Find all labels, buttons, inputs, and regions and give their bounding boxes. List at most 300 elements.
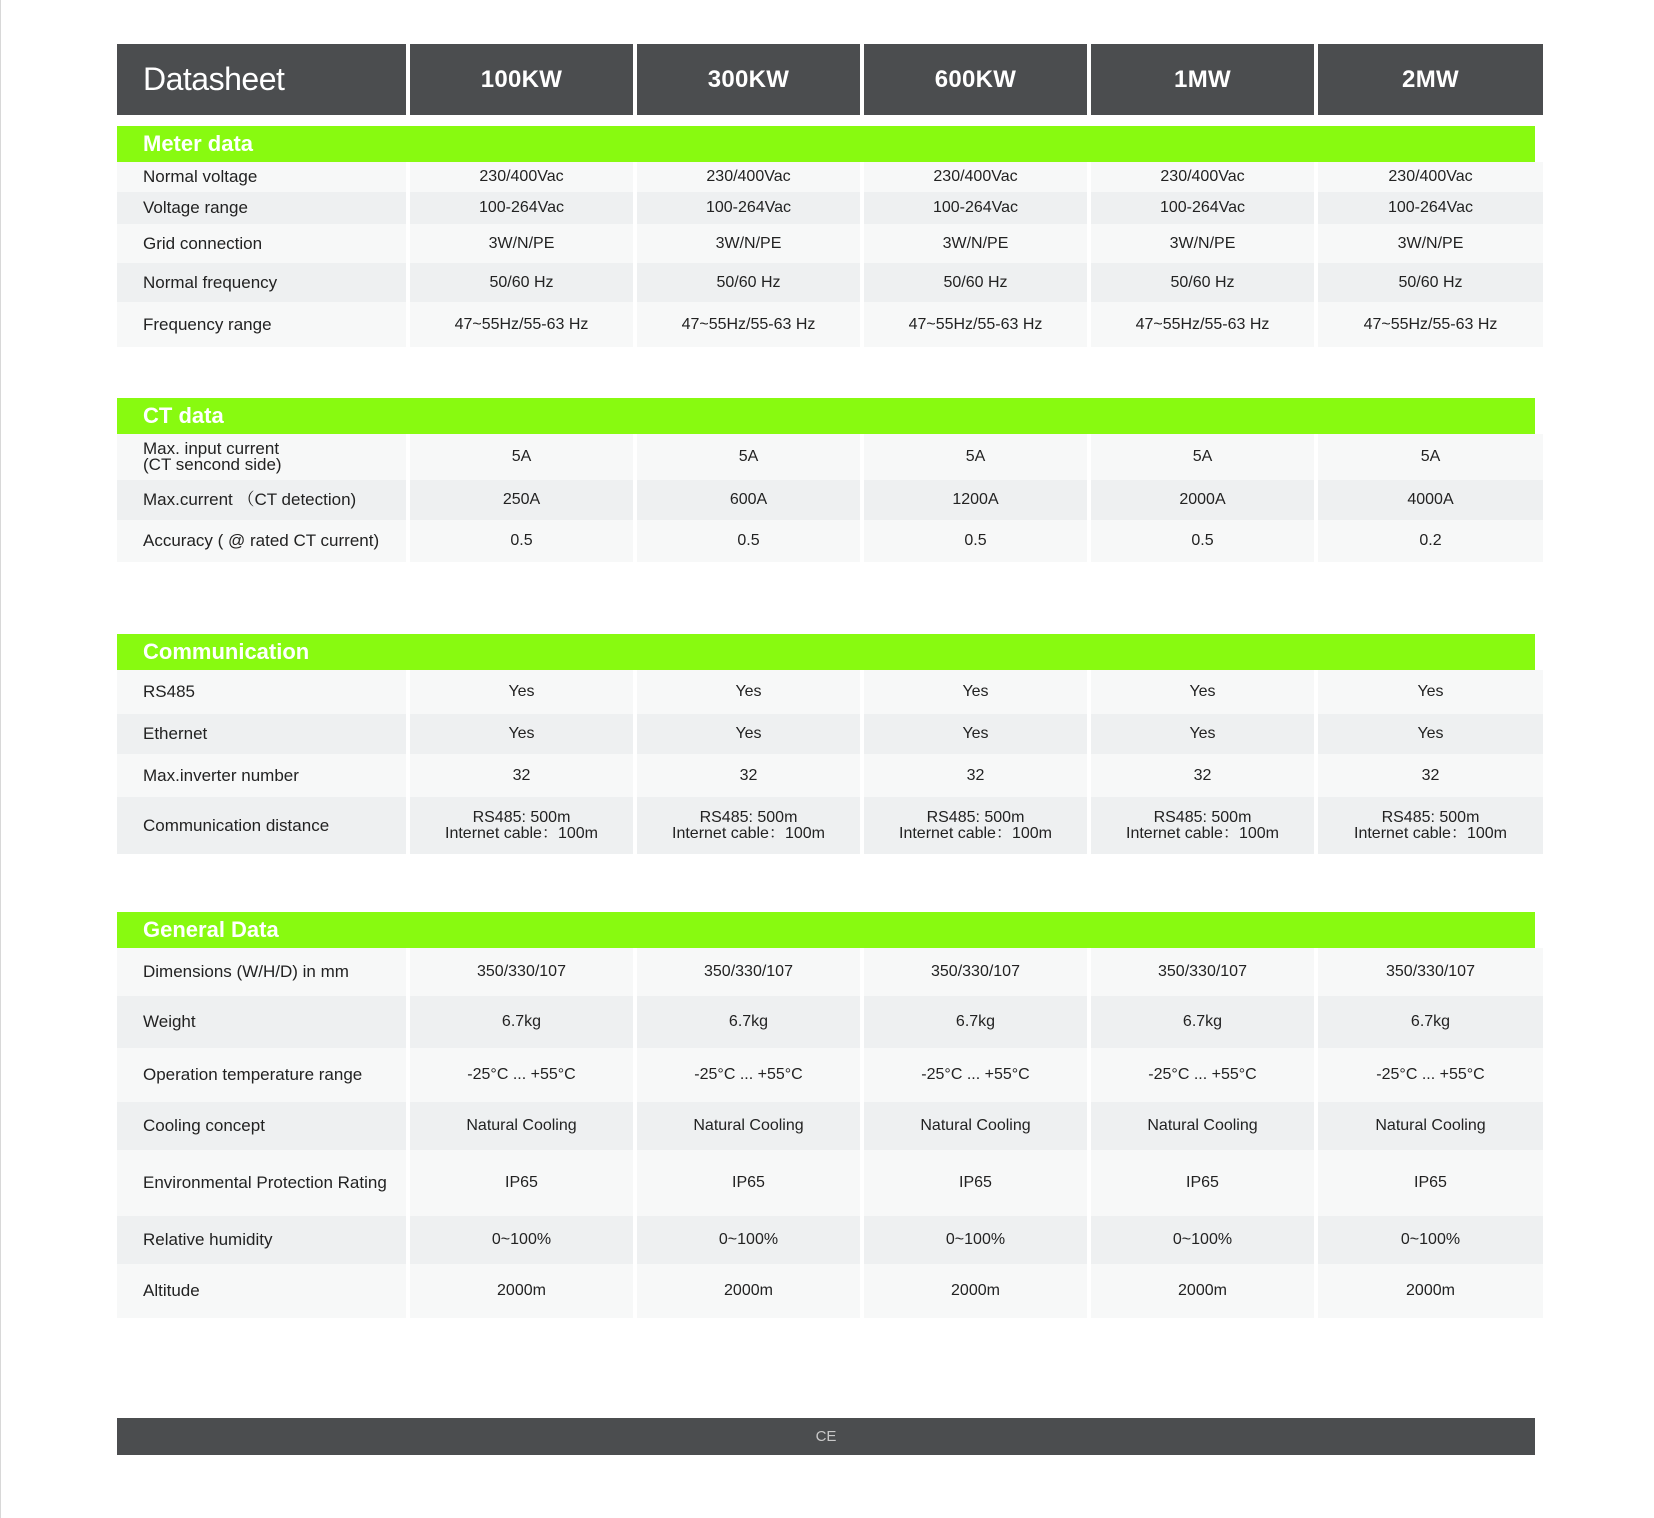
value-line: 0~100%	[1400, 1231, 1461, 1248]
row-label-text	[143, 726, 207, 742]
value-line: 1200A	[952, 491, 999, 508]
header-row	[117, 44, 1535, 115]
row-label-line: Accuracy ( @ rated CT current)	[143, 531, 380, 550]
value-line: 5A	[738, 448, 759, 465]
row-label-line: Normal voltage	[143, 167, 258, 186]
value-cell-100kw	[410, 754, 633, 797]
value-line: 50/60 Hz	[1170, 273, 1235, 291]
value-text	[467, 1067, 575, 1083]
value-line: 2000m	[1178, 1282, 1227, 1299]
value-line: 47~55Hz/55-63 Hz	[681, 315, 816, 333]
row-label-text	[143, 1067, 362, 1083]
value-line: 6.7kg	[501, 1013, 542, 1030]
value-line: Yes	[508, 725, 535, 742]
table-row	[117, 434, 1535, 480]
value-text	[510, 533, 532, 549]
value-cell-1mw	[1091, 302, 1314, 347]
value-cell-100kw	[410, 1150, 633, 1216]
value-line: Internet cable：100m	[899, 824, 1052, 842]
value-cell-600kw	[864, 996, 1087, 1048]
value-cell-600kw	[864, 224, 1087, 263]
value-text	[508, 684, 534, 700]
value-line: 32	[966, 766, 985, 784]
value-cell-1mw	[1091, 1216, 1314, 1264]
value-line: 100-264Vac	[1387, 199, 1474, 216]
value-line: 100-264Vac	[1159, 199, 1246, 216]
value-text	[1191, 533, 1213, 549]
row-label-text	[143, 492, 356, 508]
value-line: 5A	[1192, 448, 1213, 465]
value-line: 32	[739, 766, 758, 784]
value-text	[1354, 810, 1507, 842]
value-cell-100kw	[410, 797, 633, 854]
row-label	[117, 797, 406, 854]
value-cell-600kw	[864, 714, 1087, 754]
table-row	[117, 520, 1535, 562]
value-line: -25°C ... +55°C	[921, 1066, 1030, 1083]
value-cell-600kw	[864, 797, 1087, 854]
value-text	[952, 492, 998, 508]
row-label-text	[143, 1175, 387, 1191]
value-line: 47~55Hz/55-63 Hz	[454, 315, 589, 333]
value-text	[1388, 200, 1473, 216]
value-cell-1mw	[1091, 224, 1314, 263]
value-text	[1189, 726, 1215, 742]
value-text	[732, 1175, 765, 1191]
row-label-line: (CT sencond side)	[143, 455, 282, 474]
value-cell-100kw	[410, 520, 633, 562]
section-meter	[117, 126, 1535, 347]
row-label	[117, 1150, 406, 1216]
value-cell-600kw	[864, 1150, 1087, 1216]
value-line: IP65	[959, 1174, 992, 1191]
datasheet-table	[117, 44, 1535, 1300]
row-label-text	[143, 765, 299, 785]
model-header-100kw: 100KW	[410, 44, 633, 115]
value-cell-100kw	[410, 162, 633, 192]
row-label-line: Frequency range	[143, 314, 272, 334]
value-line: Internet cable：100m	[1354, 824, 1507, 842]
value-text	[1407, 492, 1453, 508]
table-row	[117, 302, 1535, 347]
value-line: 32	[1193, 766, 1212, 784]
value-text	[724, 1283, 773, 1299]
value-line: RS485: 500m	[699, 808, 798, 826]
value-cell-1mw	[1091, 162, 1314, 192]
model-header-300kw: 300KW	[637, 44, 860, 115]
value-text	[694, 1067, 802, 1083]
value-line: 3W/N/PE	[715, 234, 782, 252]
row-label-line: Ethernet	[143, 724, 208, 743]
value-text	[1398, 275, 1462, 291]
row-label-line: Environmental Protection Rating	[143, 1173, 387, 1192]
value-text	[1398, 236, 1464, 252]
value-line: 32	[1421, 766, 1440, 784]
table-row	[117, 224, 1535, 263]
value-text	[1375, 1118, 1485, 1134]
value-line: -25°C ... +55°C	[467, 1066, 576, 1083]
value-cell-300kw	[637, 1216, 860, 1264]
value-line: 5A	[965, 448, 986, 465]
value-cell-100kw	[410, 1102, 633, 1150]
value-cell-600kw	[864, 670, 1087, 714]
value-line: 600A	[729, 491, 768, 508]
section-title: Communication	[117, 634, 1535, 670]
value-cell-100kw	[410, 948, 633, 996]
value-text	[704, 964, 793, 980]
value-cell-300kw	[637, 192, 860, 224]
value-text	[445, 810, 598, 842]
value-cell-1mw	[1091, 1102, 1314, 1150]
row-label-line: Normal frequency	[143, 272, 278, 292]
value-text	[1148, 1067, 1256, 1083]
value-cell-1mw	[1091, 480, 1314, 520]
value-text	[1136, 317, 1270, 333]
value-text	[1170, 236, 1236, 252]
row-label	[117, 162, 406, 192]
value-line: 6.7kg	[728, 1013, 769, 1030]
value-text	[959, 1175, 992, 1191]
value-text	[513, 768, 531, 784]
table-row	[117, 996, 1535, 1048]
row-label	[117, 996, 406, 1048]
value-line: 250A	[502, 491, 541, 508]
value-text	[1189, 684, 1215, 700]
value-text	[1401, 1232, 1460, 1248]
value-cell-100kw	[410, 192, 633, 224]
value-cell-100kw	[410, 434, 633, 480]
value-line: 6.7kg	[955, 1013, 996, 1030]
value-line: 100-264Vac	[478, 199, 565, 216]
value-line: Yes	[1189, 683, 1216, 700]
value-text	[1417, 684, 1443, 700]
value-cell-2mw	[1318, 520, 1543, 562]
value-cell-2mw	[1318, 754, 1543, 797]
value-cell-300kw	[637, 714, 860, 754]
value-cell-1mw	[1091, 797, 1314, 854]
value-line: 0.5	[510, 532, 533, 549]
value-text	[466, 1118, 576, 1134]
value-text	[964, 533, 986, 549]
value-line: Yes	[962, 725, 989, 742]
value-cell-2mw	[1318, 714, 1543, 754]
row-label-text	[143, 314, 272, 334]
value-cell-600kw	[864, 1102, 1087, 1150]
value-text	[899, 810, 1052, 842]
value-cell-2mw	[1318, 797, 1543, 854]
value-line: 32	[512, 766, 531, 784]
table-row	[117, 948, 1535, 996]
row-label	[117, 192, 406, 224]
value-text	[1194, 768, 1212, 784]
value-text	[931, 964, 1020, 980]
value-text	[735, 684, 761, 700]
value-cell-100kw	[410, 480, 633, 520]
value-text	[693, 1118, 803, 1134]
row-label-line: Relative humidity	[143, 1230, 273, 1249]
value-line: 0.5	[1191, 532, 1214, 549]
table-row	[117, 192, 1535, 224]
value-cell-600kw	[864, 480, 1087, 520]
value-cell-2mw	[1318, 302, 1543, 347]
value-cell-600kw	[864, 1264, 1087, 1318]
value-line: Internet cable：100m	[445, 824, 598, 842]
value-line: 0.2	[1419, 532, 1442, 549]
value-line: RS485: 500m	[472, 808, 571, 826]
value-line: 2000m	[951, 1282, 1000, 1299]
value-text	[1386, 964, 1475, 980]
value-line: 2000m	[1406, 1282, 1455, 1299]
value-line: 350/330/107	[931, 963, 1020, 980]
value-line: 350/330/107	[1158, 963, 1247, 980]
value-text	[1170, 275, 1234, 291]
value-line: RS485: 500m	[1381, 808, 1480, 826]
value-line: Yes	[735, 725, 762, 742]
row-label	[117, 1264, 406, 1318]
value-line: 0.5	[964, 532, 987, 549]
value-text	[1411, 1014, 1450, 1030]
value-cell-100kw	[410, 263, 633, 302]
value-cell-1mw	[1091, 948, 1314, 996]
row-label	[117, 224, 406, 263]
table-row	[117, 754, 1535, 797]
value-line: 3W/N/PE	[942, 234, 1009, 252]
value-text	[1417, 726, 1443, 742]
row-label-line: Voltage range	[143, 198, 248, 217]
row-label-line: Max.inverter number	[143, 765, 299, 785]
value-cell-2mw	[1318, 224, 1543, 263]
value-line: Yes	[1417, 683, 1444, 700]
ce-mark: CE	[815, 1428, 837, 1445]
value-text	[933, 200, 1018, 216]
value-line: 230/400Vac	[933, 168, 1018, 185]
value-cell-300kw	[637, 263, 860, 302]
value-line: 100-264Vac	[705, 199, 792, 216]
value-text	[489, 275, 553, 291]
section-rows	[117, 434, 1535, 562]
row-label-line: Communication distance	[143, 815, 330, 835]
value-line: 47~55Hz/55-63 Hz	[908, 315, 1043, 333]
model-header-600kw: 600KW	[864, 44, 1087, 115]
value-cell-2mw	[1318, 1102, 1543, 1150]
value-cell-1mw	[1091, 714, 1314, 754]
value-text	[933, 169, 1017, 185]
value-cell-100kw	[410, 302, 633, 347]
row-label-line: RS485	[143, 682, 195, 701]
value-text	[1364, 317, 1498, 333]
value-cell-2mw	[1318, 480, 1543, 520]
value-line: 0~100%	[1172, 1231, 1233, 1248]
value-line: -25°C ... +55°C	[1148, 1066, 1257, 1083]
value-line: 3W/N/PE	[1169, 234, 1236, 252]
value-cell-300kw	[637, 948, 860, 996]
value-line: 0~100%	[491, 1231, 552, 1248]
row-label-text	[143, 1232, 272, 1248]
row-label	[117, 1048, 406, 1102]
value-text	[719, 1232, 778, 1248]
value-line: 5A	[1420, 448, 1441, 465]
value-text	[502, 1014, 541, 1030]
value-line: 50/60 Hz	[489, 273, 554, 291]
row-label-line: Weight	[143, 1012, 196, 1031]
value-text	[739, 449, 759, 465]
value-text	[943, 275, 1007, 291]
value-line: Yes	[962, 683, 989, 700]
value-line: Natural Cooling	[693, 1117, 804, 1134]
section-general	[117, 912, 1535, 1318]
value-text	[1173, 1232, 1232, 1248]
value-cell-600kw	[864, 948, 1087, 996]
row-label	[117, 520, 406, 562]
value-line: 0~100%	[718, 1231, 779, 1248]
row-label-text	[143, 1014, 196, 1030]
value-cell-1mw	[1091, 670, 1314, 714]
value-text	[909, 317, 1043, 333]
value-line: 3W/N/PE	[488, 234, 555, 252]
value-text	[512, 449, 532, 465]
table-row	[117, 797, 1535, 854]
value-text	[682, 317, 816, 333]
value-text	[479, 200, 564, 216]
value-text	[1183, 1014, 1222, 1030]
row-label	[117, 948, 406, 996]
value-cell-300kw	[637, 754, 860, 797]
value-text	[1158, 964, 1247, 980]
row-label	[117, 263, 406, 302]
row-label	[117, 302, 406, 347]
value-line: 2000m	[497, 1282, 546, 1299]
value-cell-1mw	[1091, 192, 1314, 224]
value-text	[497, 1283, 546, 1299]
value-text	[706, 169, 790, 185]
value-cell-300kw	[637, 162, 860, 192]
value-cell-1mw	[1091, 263, 1314, 302]
table-row	[117, 1048, 1535, 1102]
value-cell-600kw	[864, 1216, 1087, 1264]
value-cell-2mw	[1318, 670, 1543, 714]
value-cell-600kw	[864, 520, 1087, 562]
value-cell-1mw	[1091, 996, 1314, 1048]
value-cell-300kw	[637, 1150, 860, 1216]
row-label-text	[143, 233, 263, 253]
value-text	[716, 275, 780, 291]
row-label-line: Max. input current	[143, 439, 280, 458]
value-cell-600kw	[864, 434, 1087, 480]
model-header-2mw: 2MW	[1318, 44, 1543, 115]
value-text	[1421, 449, 1441, 465]
row-label	[117, 1102, 406, 1150]
table-row	[117, 263, 1535, 302]
value-text	[920, 1118, 1030, 1134]
value-text	[1422, 768, 1440, 784]
value-cell-1mw	[1091, 520, 1314, 562]
value-cell-100kw	[410, 1264, 633, 1318]
value-line: 0~100%	[945, 1231, 1006, 1248]
value-text	[1193, 449, 1213, 465]
value-line: 47~55Hz/55-63 Hz	[1135, 315, 1270, 333]
row-label-text	[143, 272, 278, 292]
value-text	[956, 1014, 995, 1030]
table-row	[117, 480, 1535, 520]
value-cell-2mw	[1318, 162, 1543, 192]
row-label-text	[143, 200, 248, 216]
value-cell-300kw	[637, 797, 860, 854]
row-label	[117, 480, 406, 520]
page-edge-rule	[0, 0, 1, 1518]
value-text	[1376, 1067, 1484, 1083]
row-label	[117, 754, 406, 797]
value-line: Natural Cooling	[1375, 1117, 1486, 1134]
value-text	[943, 236, 1009, 252]
value-text	[489, 236, 555, 252]
value-cell-1mw	[1091, 1264, 1314, 1318]
value-cell-300kw	[637, 996, 860, 1048]
row-label-line: Dimensions (W/H/D) in mm	[143, 962, 349, 981]
value-text	[455, 317, 589, 333]
value-line: 47~55Hz/55-63 Hz	[1363, 315, 1498, 333]
value-cell-2mw	[1318, 1264, 1543, 1318]
value-text	[740, 768, 758, 784]
value-text	[1178, 1283, 1227, 1299]
value-line: 350/330/107	[704, 963, 793, 980]
value-text	[735, 726, 761, 742]
value-text	[1179, 492, 1225, 508]
value-text	[1406, 1283, 1455, 1299]
value-cell-300kw	[637, 520, 860, 562]
value-line: 350/330/107	[477, 963, 566, 980]
value-line: RS485: 500m	[1153, 808, 1252, 826]
value-text	[508, 726, 534, 742]
table-row	[117, 1264, 1535, 1318]
value-cell-1mw	[1091, 434, 1314, 480]
value-cell-100kw	[410, 1048, 633, 1102]
value-line: Yes	[1417, 725, 1444, 742]
section-ct	[117, 398, 1535, 562]
value-cell-600kw	[864, 263, 1087, 302]
value-line: Yes	[508, 683, 535, 700]
value-text	[477, 964, 566, 980]
value-line: IP65	[1414, 1174, 1447, 1191]
value-line: Natural Cooling	[920, 1117, 1031, 1134]
section-rows	[117, 162, 1535, 347]
value-line: 230/400Vac	[479, 168, 564, 185]
value-line: 2000m	[724, 1282, 773, 1299]
value-cell-100kw	[410, 996, 633, 1048]
value-cell-100kw	[410, 714, 633, 754]
value-line: 350/330/107	[1386, 963, 1475, 980]
value-text	[1388, 169, 1472, 185]
row-label-text	[143, 533, 379, 549]
value-cell-100kw	[410, 670, 633, 714]
value-text	[479, 169, 563, 185]
value-line: 230/400Vac	[1388, 168, 1473, 185]
section-title: General Data	[117, 912, 1535, 948]
row-label	[117, 670, 406, 714]
row-label-line: Grid connection	[143, 233, 263, 253]
value-line: IP65	[505, 1174, 538, 1191]
section-rows	[117, 670, 1535, 854]
row-label-line: Operation temperature range	[143, 1065, 363, 1084]
value-text	[729, 1014, 768, 1030]
value-line: -25°C ... +55°C	[694, 1066, 803, 1083]
section-title: CT data	[117, 398, 1535, 434]
value-text	[492, 1232, 551, 1248]
value-line: Internet cable：100m	[672, 824, 825, 842]
value-text	[1160, 169, 1244, 185]
value-line: 4000A	[1407, 491, 1454, 508]
value-text	[966, 449, 986, 465]
value-text	[1160, 200, 1245, 216]
